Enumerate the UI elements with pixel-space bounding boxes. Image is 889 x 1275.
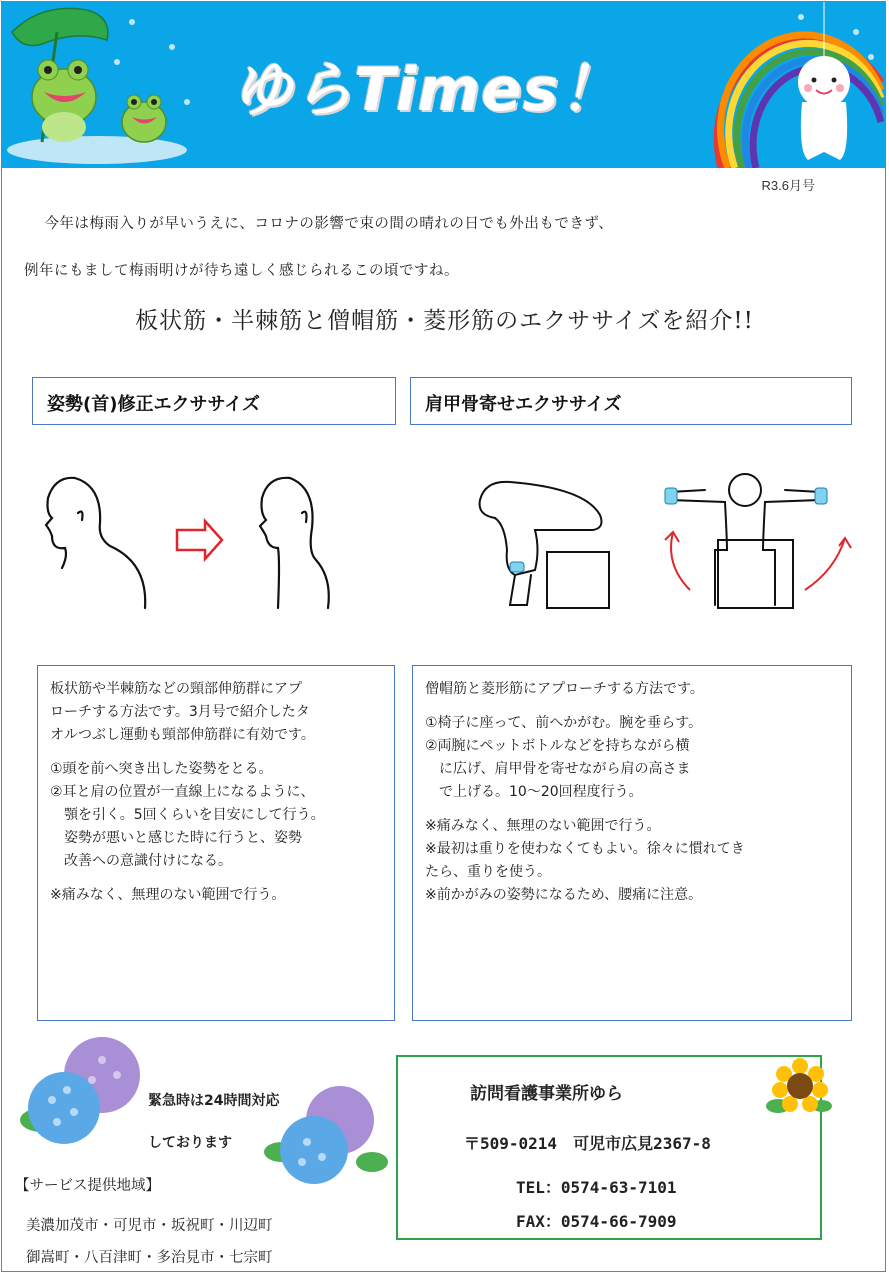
- right-instructions-box: [412, 665, 852, 1021]
- posture-correction-figure: [40, 468, 370, 618]
- office-name: 訪問看護事業所ゆら: [470, 1084, 623, 1104]
- left-intro-text: 板状筋や半棘筋などの頸部伸筋群にアプ ローチする方法です。3月号で紹介したタ オルつぶし運動も頸部伸筋群に有効です。: [50, 681, 315, 743]
- office-tel: TEL：0574-63-7101: [516, 1178, 677, 1197]
- newsletter-title: ゆらTimes！: [232, 55, 621, 125]
- intro-text-1: 今年は梅雨入りが早いうえに、コロナの影響で束の間の晴れの日でも外出もできず、: [44, 216, 614, 232]
- issue-label: R3.6月号: [761, 178, 815, 193]
- hydrangea-left-illustration: [12, 1030, 142, 1150]
- emergency-line-2: しております: [148, 1135, 232, 1151]
- frogs-illustration: [2, 2, 202, 168]
- left-instructions-box: [37, 665, 395, 1021]
- left-up-arrow-icon: [671, 532, 690, 590]
- service-area-line-1: 美濃加茂市・可児市・坂祝町・川辺町: [26, 1218, 273, 1234]
- right-notes-text: ※痛みなく、無理のない範囲で行う。 ※最初は重りを使わなくてもよい。徐々に慣れてき たら、重りを使う。 ※前かがみの姿勢になるため、腰痛に注意。: [425, 818, 745, 903]
- right-section-title: 肩甲骨寄せエクササイズ: [410, 377, 852, 425]
- contact-box: [396, 1055, 822, 1240]
- intro-line-2: 例年にもまして梅雨明けが待ち遠しく感じられるこの頃ですね。: [24, 263, 459, 279]
- right-steps-text: ①椅子に座って、前へかがむ。腕を垂らす。 ②両腕にペットボトルなどを持ちながら横 に広げ、肩甲骨を寄せながら肩の高さま で上げる。10～20回程度行う。: [425, 715, 703, 800]
- office-address: 〒509-0214 可児市広見2367-8: [464, 1134, 711, 1153]
- office-fax: FAX：0574-66-7909: [516, 1212, 677, 1231]
- rainbow-illustration: [706, 2, 886, 168]
- emergency-line-1: 緊急時は24時間対応: [148, 1093, 280, 1109]
- feature-headline: 板状筋・半棘筋と僧帽筋・菱形筋のエクササイズを紹介!!: [135, 308, 754, 334]
- left-note-text: ※痛みなく、無理のない範囲で行う。: [50, 887, 286, 903]
- shoulder-blade-figure: [465, 470, 865, 620]
- service-area-title: 【サービス提供地域】: [15, 1178, 160, 1194]
- left-section-title: 姿勢(首)修正エクササイズ: [32, 377, 396, 425]
- header-banner: [2, 2, 886, 168]
- left-steps-text: ①頭を前へ突き出した姿勢をとる。 ②耳と肩の位置が一直線上になるように、 顎を引く。5回くらいを目安にして行う。 姿勢が悪いと感じた時に行うと、姿勢 改善への意識付けになる。: [50, 761, 325, 869]
- right-intro-text: 僧帽筋と菱形筋にアプローチする方法です。: [425, 681, 704, 697]
- sunflower-illustration: [766, 1058, 832, 1118]
- hydrangea-right-illustration: [262, 1082, 392, 1192]
- service-area-line-2: 御嵩町・八百津町・多治見市・七宗町: [26, 1250, 273, 1266]
- intro-line-1: [24, 212, 613, 233]
- right-arrow-icon: [177, 521, 222, 559]
